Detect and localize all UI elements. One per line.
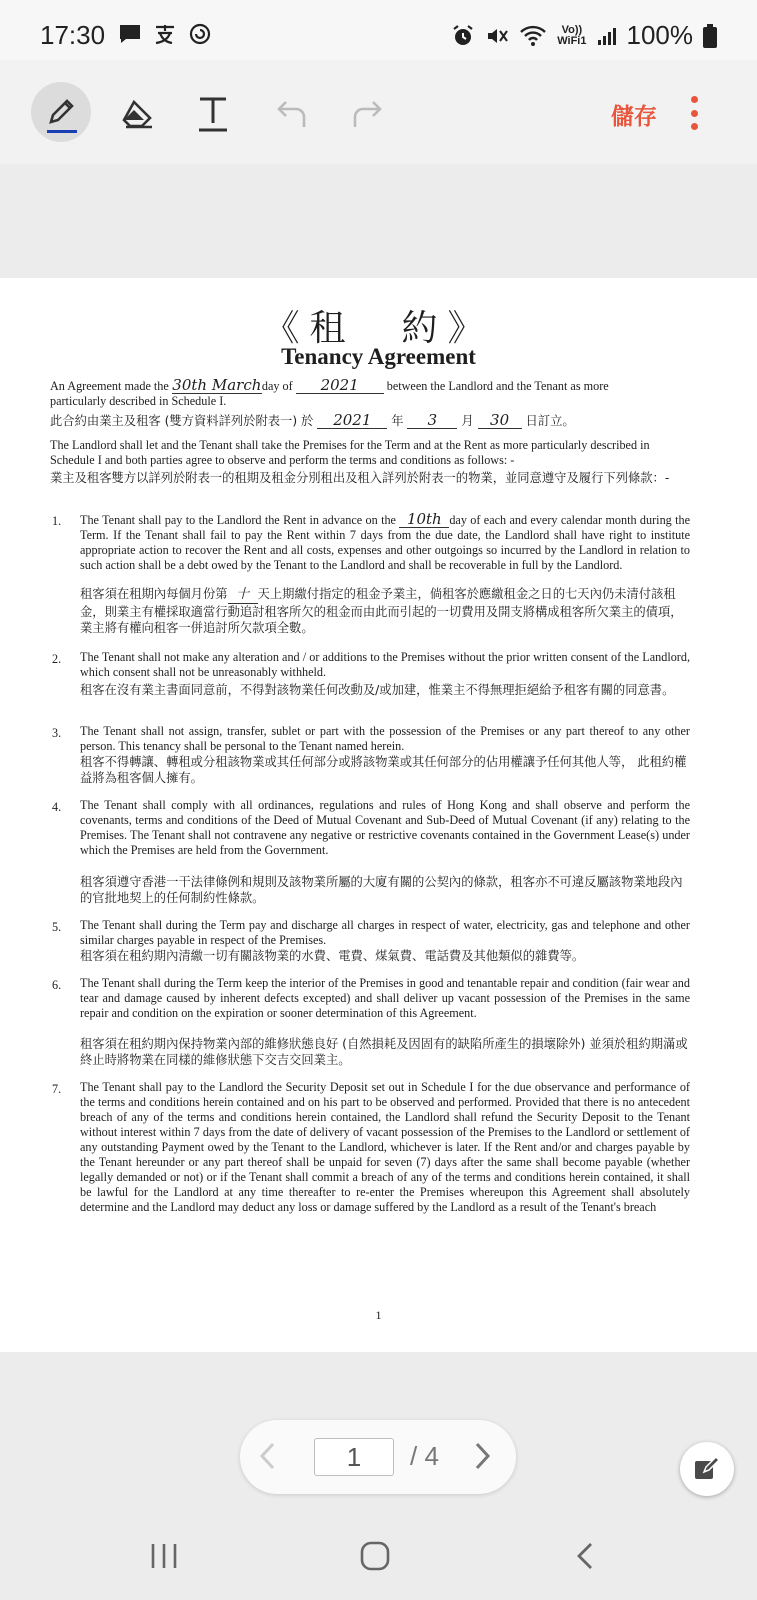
- text-icon: [196, 94, 230, 134]
- home-icon: [359, 1540, 391, 1572]
- clause-number: 1.: [52, 514, 62, 528]
- intro-en-line1: An Agreement made the 30th Marchday of 2021 between the Landlord and the Tenant as more: [50, 376, 609, 394]
- alipay-icon: [152, 23, 178, 45]
- eraser-tool-button[interactable]: [108, 84, 168, 144]
- mute-icon: [485, 24, 509, 48]
- clause-number: 4.: [52, 800, 62, 814]
- undo-button[interactable]: [261, 84, 321, 144]
- clause-1-en: The Tenant shall pay to the Landlord the Rent in advance on the 10th day of each and every calendar month during the Term. If the Tenant shall fail to pay the Rent within 7 days from the due date, the Landlord shall have right to institute appropriate action to recover the Rent and all costs, expenses and other outgoings so incurred by the Landlord in relation to such action shall be a debt owed by the Tenant to the Landlord and shall be recoverable in full by the Landlord.: [80, 510, 690, 572]
- alarm-icon: [451, 24, 475, 48]
- document-title-zh: 《租 約》: [263, 308, 494, 349]
- recents-icon: [149, 1542, 179, 1570]
- clause-number: 3.: [52, 726, 62, 740]
- redo-icon: [351, 99, 385, 129]
- intro-en-line2: particularly described in Schedule I.: [50, 394, 227, 408]
- message-icon: [118, 23, 142, 45]
- clause-6-en: The Tenant shall during the Term keep the interior of the Premises in good and tenantable repair and condition (fair wear and tear and damage caused by inherent defects excepted) and shall deliver up vacant possession of the Premises in the same repair and condition on the expiration or sooner determination of this Agreement.: [80, 976, 690, 1020]
- clause-2-zh: 租客在沒有業主書面同意前，不得對該物業任何改動及/或加建，惟業主不得無理拒絕給予租客有關的同意書。: [80, 683, 675, 697]
- home-button[interactable]: [353, 1534, 397, 1578]
- preamble-en: The Landlord shall let and the Tenant shall take the Premises for the Term and at the Rent as more particularly described in Schedule I and both parties agree to observe and perform the terms and conditions as follows: -: [50, 438, 650, 467]
- handwritten-year-zh: 2021: [317, 412, 387, 429]
- handwritten-day: 30th March: [172, 376, 262, 394]
- handwritten-rent-day-zh: 十: [228, 587, 258, 604]
- chevron-right-icon: [472, 1440, 492, 1472]
- status-right-icons: [451, 20, 717, 51]
- clause-7-en: The Tenant shall pay to the Landlord the Security Deposit set out in Schedule I for the due observance and performance of the terms and conditions herein contained and on his part to be observed and performed. Provided that there is no antecedent breach of any of the terms and conditions herein contained, the Landlord shall refund the Security Deposit to the Tenant without interest within 7 days from the date of delivery of vacant possession of the Premises to the Landlord or settlement of any outstanding Payment owed by the Tenant to the Landlord, whichever is later. If the Rent and/or and charges payable by the Tenant hereunder or any part thereof shall be unpaid for seven (7) days after the same shall become payable (whether legally demanded or not) or if the Tenant shall commit a breach of any of the terms and conditions herein contained, it shall be lawful for the Landlord at any time thereafter to re-enter the Premises whereupon this Agreement shall absolutely determine and the Landlord may deduct any loss or damage suffered by the Landlord as a result of the Tenant's breach: [80, 1080, 690, 1214]
- wifi-calling-label: Vo)) WiFi1: [557, 23, 587, 47]
- page-total: / 4: [410, 1441, 439, 1471]
- previous-page-button[interactable]: [258, 1440, 278, 1476]
- page-navigator: [240, 1420, 516, 1494]
- clause-4-zh: 租客須遵守香港一干法律條例和規則及該物業所屬的大廈有關的公契內的條款，租客亦不可違反屬該物業地段內的官批地契上的任何制約性條款。: [80, 875, 683, 905]
- pen-icon: [45, 96, 77, 128]
- chevron-left-icon: [258, 1440, 278, 1472]
- next-page-button[interactable]: [472, 1440, 492, 1476]
- battery-icon: [703, 24, 717, 48]
- page-number: 1: [375, 1308, 382, 1322]
- edit-icon: [693, 1455, 721, 1483]
- intro-zh: 此合約由業主及租客 (雙方資料詳列於附表一) 於 2021 年 3 月 30 日訂立。: [50, 411, 575, 429]
- handwritten-rent-day: 10th: [399, 512, 449, 528]
- clause-1-zh: 租客須在租期內每個月份第 十 天上期繳付指定的租金予業主，倘租客於應繳租金之日的七天內仍未清付該租金，則業主有權採取適當行動追討租客所欠的租金而由此而引起的一切費用及開支將構成租客所欠業主的債項，業主將有權向租客一併追討所欠款項全數。: [80, 587, 683, 635]
- handwritten-year: 2021: [296, 378, 384, 394]
- document-title-en: Tenancy Agreement: [281, 344, 476, 369]
- undo-icon: [274, 99, 308, 129]
- clause-4-en: The Tenant shall comply with all ordinances, regulations and rules of Hong Kong and shall observe and perform the covenants, terms and conditions of the Deed of Mutual Covenant and Sub-Deed of Mutual Covenant (if any) relating to the Premises. The Tenant shall not contravene any negative or restrictive covenants contained in the Government Lease(s) under which the Premises are held from the Government.: [80, 798, 690, 857]
- clause-number: 6.: [52, 978, 62, 992]
- preamble-zh: 業主及租客雙方以詳列於附表一的租期及租金分別租出及租入詳列於附表一的物業，並同意遵守及履行下列條款：-: [50, 471, 670, 485]
- sync-icon: [188, 22, 212, 46]
- wifi-icon: [519, 24, 547, 48]
- more-options-button[interactable]: [688, 96, 700, 130]
- handwritten-day-zh: 30: [478, 412, 522, 429]
- redo-button[interactable]: [338, 84, 398, 144]
- clause-2-en: The Tenant shall not make any alteration and / or additions to the Premises without the prior written consent of the Landlord, which consent shall not be unreasonably withheld.: [80, 650, 690, 679]
- clause-number: 2.: [52, 652, 62, 666]
- clause-6-zh: 租客須在租約期內保持物業內部的維修狀態良好 (自然損耗及因固有的缺陷所產生的損壞除外) 並須於租約期滿或終止時將物業在同樣的維修狀態下交吉交回業主。: [80, 1037, 688, 1067]
- clause-number: 7.: [52, 1082, 62, 1096]
- signal-icon: [597, 26, 617, 46]
- clause-3-zh: 租客不得轉讓、轉租或分租該物業或其任何部分或將該物業或其任何部分的佔用權讓予任何其他人等， 此租約權益將為租客個人擁有。: [80, 755, 687, 785]
- more-dot: [691, 123, 698, 130]
- back-button[interactable]: [563, 1534, 607, 1578]
- save-button[interactable]: 儲存: [611, 104, 657, 130]
- back-icon: [574, 1540, 596, 1572]
- clause-5-zh: 租客須在租約期內清繳一切有關該物業的水費、電費、煤氣費、電話費及其他類似的雜費等。: [80, 949, 585, 963]
- clause-3-en: The Tenant shall not assign, transfer, sublet or part with the possession of the Premises or any part thereof to any other person. This tenancy shall be personal to the Tenant named herein.: [80, 724, 690, 753]
- edit-document-button[interactable]: [680, 1442, 734, 1496]
- recent-apps-button[interactable]: [142, 1534, 186, 1578]
- active-tool-indicator: [47, 130, 77, 133]
- more-dot: [691, 110, 698, 117]
- handwritten-month-zh: 3: [407, 412, 457, 429]
- document-page[interactable]: [0, 278, 757, 1352]
- battery-percent: 100%: [626, 20, 693, 50]
- status-time: 17:30: [40, 20, 106, 50]
- text-tool-button[interactable]: [183, 84, 243, 144]
- status-left-icons: [118, 22, 212, 46]
- clause-5-en: The Tenant shall during the Term pay and discharge all charges in respect of water, electricity, gas and telephone and other similar charges payable in respect of the Premises.: [80, 918, 690, 947]
- eraser-icon: [120, 98, 156, 130]
- pen-tool-button[interactable]: [31, 82, 91, 142]
- clause-number: 5.: [52, 920, 62, 934]
- page-number-input[interactable]: 1: [314, 1438, 394, 1476]
- more-dot: [691, 96, 698, 103]
- system-navigation-bar: [0, 1512, 757, 1600]
